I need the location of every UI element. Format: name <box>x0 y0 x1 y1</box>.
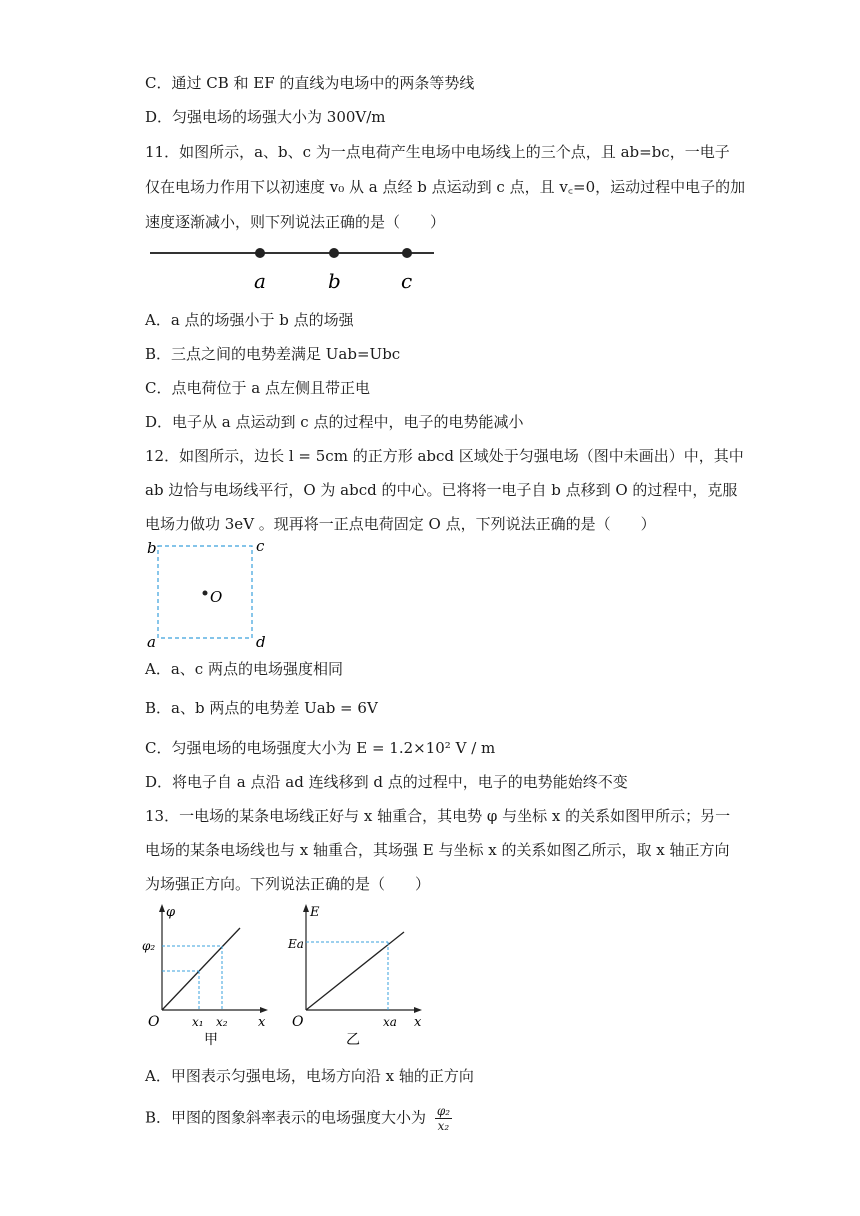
q11-field-line-figure <box>148 240 438 296</box>
q13-option-a: A．甲图表示匀强电场，电场方向沿 x 轴的正方向 <box>145 1067 474 1085</box>
label-o: O <box>210 588 223 606</box>
y-axis-label: E <box>310 905 320 920</box>
q12-option-c: C．匀强电场的电场强度大小为 E = 1.2×10² V / m <box>145 739 496 757</box>
label-a: a <box>254 269 266 293</box>
fraction-numerator: φ₂ <box>436 1104 451 1118</box>
phi2-tick: φ₂ <box>142 939 156 953</box>
q12-stem-line-2: ab 边恰与电场线平行，O 为 abcd 的中心。已将将一电子自 b 点移到 O 的过程中，克服 <box>145 481 738 499</box>
x-axis-label: x <box>258 1015 266 1030</box>
e-line <box>306 932 404 1010</box>
q12-square-figure <box>140 537 275 652</box>
q13-figure-yi <box>282 902 432 1050</box>
q11-stem-line-3: 速度逐渐减小，则下列说法正确的是（ ） <box>145 213 446 231</box>
label-c: c <box>256 537 265 555</box>
ea-tick: Ea <box>288 937 304 951</box>
fraction <box>435 1104 452 1133</box>
q11-stem-line-2: 仅在电场力作用下以初速度 v₀ 从 a 点经 b 点运动到 c 点，且 v꜀=0，运动过程中电子的加 <box>145 178 746 196</box>
q11-option-d: D．电子从 a 点运动到 c 点的过程中，电子的电势能减小 <box>145 413 524 431</box>
q11-option-b: B．三点之间的电势差满足 Uab=Ubc <box>145 345 401 363</box>
q12-option-d: D．将电子自 a 点沿 ad 连线移到 d 点的过程中，电子的电势能始终不变 <box>145 773 628 791</box>
q10-option-d: D．匀强电场的场强大小为 300V/m <box>145 108 386 126</box>
q12-stem-line-1: 12．如图所示，边长 l = 5cm 的正方形 abcd 区域处于匀强电场（图中未画出）中，其中 <box>145 447 744 465</box>
q13-option-b <box>145 1104 452 1133</box>
point-b <box>329 248 339 258</box>
q13-option-b-text: B．甲图的图象斜率表示的电场强度大小为 <box>145 1108 427 1127</box>
q12-stem-line-3: 电场力做功 3eV 。现再将一正点电荷固定 O 点，下列说法正确的是（ ） <box>145 515 656 533</box>
q11-stem-line-1: 11．如图所示，a、b、c 为一点电荷产生电场中电场线上的三个点，且 ab=bc，一电子 <box>145 143 730 161</box>
point-c <box>402 248 412 258</box>
x1-tick: x₁ <box>192 1015 204 1029</box>
caption-yi: 乙 <box>346 1032 360 1048</box>
origin-label: O <box>148 1014 160 1030</box>
label-d: d <box>256 633 266 651</box>
q13-figure-jia <box>140 902 280 1050</box>
q13-stem-line-2: 电场的某条电场线也与 x 轴重合，其场强 E 与坐标 x 的关系如图乙所示，取 x 轴正方向 <box>145 841 730 859</box>
center-point <box>203 591 208 596</box>
q12-option-a: A．a、c 两点的电场强度相同 <box>145 660 343 678</box>
y-axis-label: φ <box>166 905 176 920</box>
xa-tick: xa <box>383 1015 397 1029</box>
point-a <box>255 248 265 258</box>
label-b: b <box>328 269 341 293</box>
caption-jia: 甲 <box>204 1032 218 1048</box>
label-a: a <box>147 633 156 651</box>
q13-stem-line-1: 13．一电场的某条电场线正好与 x 轴重合，其电势 φ 与坐标 x 的关系如图甲所示；另一 <box>145 807 731 825</box>
label-b: b <box>147 539 157 557</box>
x2-tick: x₂ <box>216 1015 228 1029</box>
q11-option-a: A．a 点的场强小于 b 点的场强 <box>145 311 354 329</box>
fraction-denominator: x₂ <box>437 1119 450 1133</box>
x-axis-label: x <box>414 1015 422 1030</box>
q13-stem-line-3: 为场强正方向。下列说法正确的是（ ） <box>145 875 431 893</box>
phi-line <box>162 928 240 1010</box>
origin-label: O <box>292 1014 304 1030</box>
q10-option-c: C．通过 CB 和 EF 的直线为电场中的两条等势线 <box>145 74 475 92</box>
q11-option-c: C．点电荷位于 a 点左侧且带正电 <box>145 379 370 397</box>
label-c: c <box>401 269 413 293</box>
q12-option-b: B．a、b 两点的电势差 Uab = 6V <box>145 699 378 717</box>
